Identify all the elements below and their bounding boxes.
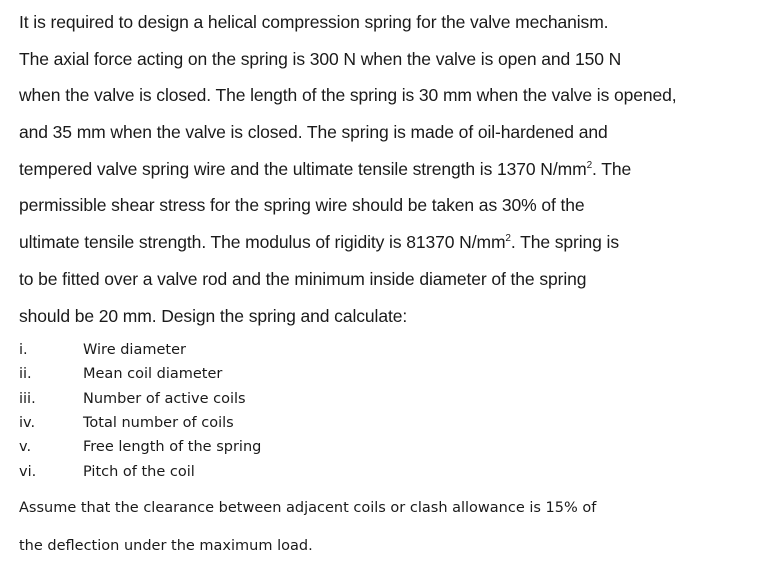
list-item-text: Pitch of the coil [83,463,195,480]
list-item-number: vi. [19,463,37,480]
list-item-number: ii. [19,366,32,383]
paragraph-line-5 [19,151,759,188]
list-item-number: i. [19,342,28,359]
line-5-superscript: 2 [586,159,593,171]
list-item-text: Total number of coils [83,415,234,432]
paragraph-line-9: should be 20 mm. Design the spring and calculate: [19,305,408,326]
paragraph-line-4: and 35 mm when the valve is closed. The spring is made of oil-hardened and [19,122,608,143]
list-item-text: Wire diameter [83,342,186,359]
line-7-superscript: 2 [505,233,511,245]
list-item-number: v. [19,439,32,456]
paragraph-line-6: permissible shear stress for the spring wire should be taken as 30% of the [19,195,585,216]
line-7-text-end: . The spring is [510,232,619,253]
paragraph-line-8: to be fitted over a valve rod and the minimum inside diameter of the spring [19,268,587,289]
list-item [19,387,759,411]
assumption-note-line-1: Assume that the clearance between adjacent coils or clash allowance is 15% of [19,500,597,516]
assumption-note-line-2: the deflection under the maximum load. [19,538,313,554]
list-item [19,362,759,386]
paragraph-line-1: It is required to design a helical compression spring for the valve mechanism. [19,12,609,32]
paragraph-line-2: The axial force acting on the spring is 300 N when the valve is open and 150 N [19,48,622,69]
list-item-text: Number of active coils [83,390,246,407]
list-item-text: Mean coil diameter [83,366,223,383]
paragraph-line-7 [19,224,759,261]
line-5-text: tempered valve spring wire and the ultimate tensile strength is 1370 N/mm [19,158,587,179]
list-item [19,435,759,459]
list-item-number: iv. [19,415,36,432]
calculation-list [19,338,759,484]
list-item [19,411,759,435]
list-item-text: Free length of the spring [83,439,262,456]
paragraph-line-3: when the valve is closed. The length of the spring is 30 mm when the valve is opened, [19,85,677,106]
problem-statement [19,0,759,554]
line-5-text-end: . The [592,158,632,179]
line-7-text: ultimate tensile strength. The modulus of rigidity is 81370 N/mm [19,232,506,253]
list-item-number: iii. [19,390,36,407]
list-item [19,460,759,484]
list-item [19,338,759,362]
